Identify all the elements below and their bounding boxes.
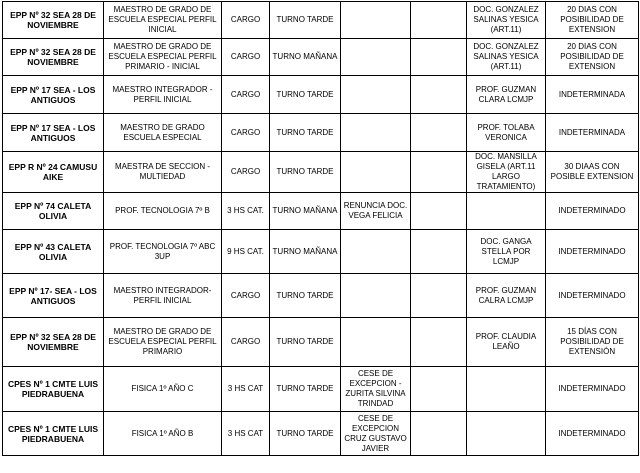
empty-cell bbox=[411, 274, 467, 318]
shift-cell: TURNO MAÑANA bbox=[270, 39, 341, 76]
empty-cell bbox=[411, 412, 467, 456]
position-cell: MAESTRO INTEGRADOR- PERFIL INICIAL bbox=[104, 274, 222, 318]
teacher-cell: DOC. GONZALEZ SALINAS YESICA (ART.11) bbox=[467, 2, 546, 39]
table-row bbox=[3, 274, 639, 318]
teacher-cell: DOC. MANSILLA GISELA (ART.11 LARGO TRATAMIENTO) bbox=[467, 152, 546, 193]
type-cell: CARGO bbox=[222, 39, 270, 76]
duration-cell: INDETERMINADA bbox=[546, 114, 639, 152]
teacher-cell: PROF. GUZMAN CALRA LCMJP bbox=[467, 274, 546, 318]
position-cell: MAESTRO INTEGRADOR - PERFIL INICIAL bbox=[104, 76, 222, 114]
position-cell: MAESTRA DE SECCION - MULTIEDAD bbox=[104, 152, 222, 193]
reason-cell bbox=[341, 318, 411, 367]
institution-cell: EPP Nº 74 CALETA OLIVIA bbox=[3, 193, 104, 230]
shift-cell: TURNO TARDE bbox=[270, 412, 341, 456]
type-cell: CARGO bbox=[222, 274, 270, 318]
shift-cell: TURNO TARDE bbox=[270, 2, 341, 39]
institution-cell: EPP Nº 32 SEA 28 DE NOVIEMBRE bbox=[3, 2, 104, 39]
duration-cell: 20 DIAS CON POSIBILIDAD DE EXTENSION bbox=[546, 39, 639, 76]
shift-cell: TURNO TARDE bbox=[270, 114, 341, 152]
position-cell: MAESTRO DE GRADO ESCUELA ESPECIAL bbox=[104, 114, 222, 152]
table-row bbox=[3, 114, 639, 152]
type-cell: CARGO bbox=[222, 114, 270, 152]
shift-cell: TURNO MAÑANA bbox=[270, 193, 341, 230]
reason-cell: CESE DE EXCEPCION - ZURITA SILVINA TRINDAD bbox=[341, 367, 411, 412]
duration-cell: INDETERMINADO bbox=[546, 193, 639, 230]
type-cell: CARGO bbox=[222, 2, 270, 39]
teacher-cell bbox=[467, 193, 546, 230]
table-row bbox=[3, 367, 639, 412]
empty-cell bbox=[411, 230, 467, 274]
teacher-cell: PROF. GUZMAN CLARA LCMJP bbox=[467, 76, 546, 114]
position-cell: FISICA 1º AÑO C bbox=[104, 367, 222, 412]
teacher-cell: PROF. CLAUDIA LEAÑO bbox=[467, 318, 546, 367]
empty-cell bbox=[411, 367, 467, 412]
position-cell: PROF. TECNOLOGIA 7º ABC 3UP bbox=[104, 230, 222, 274]
vacancies-table bbox=[2, 1, 639, 456]
reason-cell bbox=[341, 274, 411, 318]
institution-cell: EPP Nº 17 SEA - LOS ANTIGUOS bbox=[3, 114, 104, 152]
shift-cell: TURNO TARDE bbox=[270, 76, 341, 114]
teacher-cell bbox=[467, 367, 546, 412]
reason-cell bbox=[341, 2, 411, 39]
empty-cell bbox=[411, 318, 467, 367]
institution-cell: EPP Nº 43 CALETA OLIVIA bbox=[3, 230, 104, 274]
empty-cell bbox=[411, 39, 467, 76]
institution-cell: CPES Nº 1 CMTE LUIS PIEDRABUENA bbox=[3, 412, 104, 456]
reason-cell bbox=[341, 39, 411, 76]
reason-cell bbox=[341, 152, 411, 193]
empty-cell bbox=[411, 114, 467, 152]
shift-cell: TURNO MAÑANA bbox=[270, 230, 341, 274]
institution-cell: EPP R Nº 24 CAMUSU AIKE bbox=[3, 152, 104, 193]
institution-cell: CPES Nº 1 CMTE LUIS PIEDRABUENA bbox=[3, 367, 104, 412]
type-cell: 3 HS CAT bbox=[222, 412, 270, 456]
type-cell: 9 HS CAT. bbox=[222, 230, 270, 274]
shift-cell: TURNO TARDE bbox=[270, 152, 341, 193]
table-row bbox=[3, 412, 639, 456]
type-cell: CARGO bbox=[222, 76, 270, 114]
teacher-cell: DOC. GANGA STELLA POR LCMJP bbox=[467, 230, 546, 274]
shift-cell: TURNO TARDE bbox=[270, 274, 341, 318]
position-cell: MAESTRO DE GRADO DE ESCUELA ESPECIAL PERFIL PRIMARIO bbox=[104, 318, 222, 367]
table-row bbox=[3, 230, 639, 274]
table-row bbox=[3, 193, 639, 230]
reason-cell bbox=[341, 76, 411, 114]
type-cell: 3 HS CAT bbox=[222, 367, 270, 412]
table-row bbox=[3, 39, 639, 76]
type-cell: CARGO bbox=[222, 152, 270, 193]
position-cell: MAESTRO DE GRADO DE ESCUELA ESPECIAL PERFIL PRIMARIO - INICIAL bbox=[104, 39, 222, 76]
shift-cell: TURNO TARDE bbox=[270, 367, 341, 412]
empty-cell bbox=[411, 2, 467, 39]
table-body bbox=[3, 2, 639, 456]
reason-cell: CESE DE EXCEPCION CRUZ GUSTAVO JAVIER bbox=[341, 412, 411, 456]
reason-cell bbox=[341, 114, 411, 152]
type-cell: CARGO bbox=[222, 318, 270, 367]
duration-cell: 30 DIAAS CON POSIBLE EXTENSION bbox=[546, 152, 639, 193]
position-cell: FISICA 1º AÑO B bbox=[104, 412, 222, 456]
duration-cell: INDETERMINADO bbox=[546, 412, 639, 456]
duration-cell: INDETERMINADO bbox=[546, 367, 639, 412]
institution-cell: EPP Nº 32 SEA 28 DE NOVIEMBRE bbox=[3, 318, 104, 367]
teacher-cell: PROF. TOLABA VERONICA bbox=[467, 114, 546, 152]
institution-cell: EPP Nº 32 SEA 28 DE NOVIEMBRE bbox=[3, 39, 104, 76]
shift-cell: TURNO TARDE bbox=[270, 318, 341, 367]
empty-cell bbox=[411, 76, 467, 114]
institution-cell: EPP Nº 17 SEA - LOS ANTIGUOS bbox=[3, 76, 104, 114]
reason-cell: RENUNCIA DOC. VEGA FELICIA bbox=[341, 193, 411, 230]
type-cell: 3 HS CAT. bbox=[222, 193, 270, 230]
position-cell: PROF. TECNOLOGIA 7º B bbox=[104, 193, 222, 230]
table-row bbox=[3, 152, 639, 193]
table-row bbox=[3, 318, 639, 367]
teacher-cell: DOC. GONZALEZ SALINAS YESICA (ART.11) bbox=[467, 39, 546, 76]
position-cell: MAESTRO DE GRADO DE ESCUELA ESPECIAL PERFIL INICIAL bbox=[104, 2, 222, 39]
table-row bbox=[3, 2, 639, 39]
duration-cell: INDETERMINADO bbox=[546, 274, 639, 318]
duration-cell: 15 DÍAS CON POSIBILIDAD DE EXTENSIÓN bbox=[546, 318, 639, 367]
teacher-cell bbox=[467, 412, 546, 456]
duration-cell: INDETERMINADO bbox=[546, 230, 639, 274]
empty-cell bbox=[411, 193, 467, 230]
duration-cell: 20 DIAS CON POSIBILIDAD DE EXTENSION bbox=[546, 2, 639, 39]
empty-cell bbox=[411, 152, 467, 193]
table-row bbox=[3, 76, 639, 114]
reason-cell bbox=[341, 230, 411, 274]
institution-cell: EPP Nº 17- SEA - LOS ANTIGUOS bbox=[3, 274, 104, 318]
duration-cell: INDETERMINADA bbox=[546, 76, 639, 114]
